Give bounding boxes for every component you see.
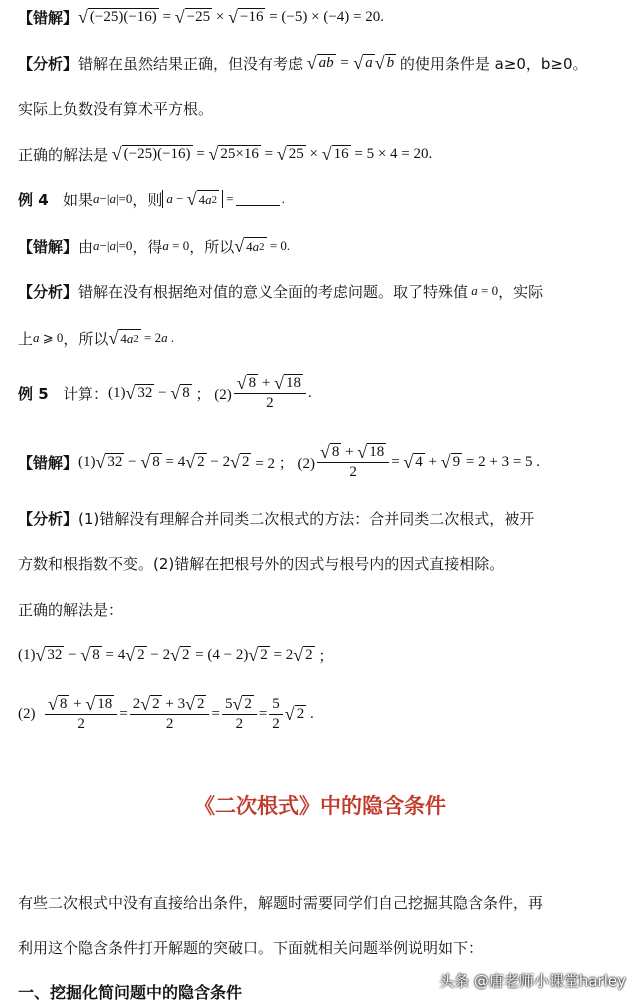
analysis-2-cont xyxy=(18,324,628,352)
math-expression: a −| a |=0 xyxy=(93,191,133,206)
example-text: 如果 xyxy=(62,190,93,209)
text: ，所以 xyxy=(63,329,109,348)
analysis-2 xyxy=(18,278,628,304)
wrong-solution-3 xyxy=(18,436,628,488)
math-expression: √ ab = √ a √ b xyxy=(306,53,395,73)
math-expression: √ (−25)(−16) = √ 25×16 = √ 25 × √ 16 = 5 × 4 = 20. xyxy=(111,144,433,164)
math-expression: (2) √ 8 + √ 18 2 = 2 √ 2 + 3 √ 2 2 = 5 √ 2 2 = $\frac{5}{2}$ √ 2 . xyxy=(18,694,314,732)
math-expression: (1) √ 32 − √ 8 = 4 √ 2 − 2 √ 2 = (4 − 2) √ 2 = 2 √ 2 ； xyxy=(18,645,334,665)
math-expression: a = 0 xyxy=(471,283,499,298)
tag-wrong: 【错解】 xyxy=(18,453,79,472)
correct-label-2 xyxy=(18,596,628,622)
math-expression: (1) √ 32 − √ 8 ； (2) √ 8 + √ 18 2 . xyxy=(108,373,312,411)
analysis-text: 方数和根指数不变。(2)错解在把根号外的因式与根号内的因式直接相除。 xyxy=(18,554,505,573)
correct-solution-3-2 xyxy=(18,688,628,740)
math-expression: a − √ 4 a 2 = . xyxy=(162,190,285,208)
wrong-solution-2 xyxy=(18,232,628,260)
example-text: ，则 xyxy=(132,190,163,209)
tag-wrong: 【错解】 xyxy=(18,237,79,256)
correct-label: 正确的解法是 xyxy=(18,145,109,164)
analysis-text: ，实际 xyxy=(498,282,544,301)
math-expression: a ⩾ 0 xyxy=(33,330,64,345)
intro-paragraph-line-2: 利用这个隐含条件打开解题的突破口。下面就相关问题举例说明如下： xyxy=(18,939,484,957)
example-4 xyxy=(18,185,628,213)
example-label: 例 4 xyxy=(18,190,49,209)
analysis-text-a: 错解在虽然结果正确，但没有考虑 xyxy=(78,54,304,73)
intro-paragraph-line-1: 有些二次根式中没有直接给出条件，解题时需要同学们自己挖掘其隐含条件，再 xyxy=(18,894,544,912)
text: 上 xyxy=(18,329,34,348)
analysis-text: 实际上负数没有算术平方根。 xyxy=(18,99,214,118)
wrong-solution-1 xyxy=(18,4,628,30)
example-text: 计算： xyxy=(62,384,108,403)
correct-solution-1 xyxy=(18,140,628,168)
subsection-heading: 一、挖掘化简问题中的隐含条件 xyxy=(18,983,243,1002)
math-expression: (1) √ 32 − √ 8 = 4 √ 2 − 2 √ 2 = 2 ； (2) √ 8 + √ 18 2 = √ 4 + √ 9 = 2 + 3 = 5 . xyxy=(78,442,541,480)
tag-wrong: 【错解】 xyxy=(18,8,79,27)
math-expression: √ 4 a 2 = 2 a . xyxy=(108,328,175,348)
text: ，所以 xyxy=(189,237,235,256)
text: 由 xyxy=(78,237,94,256)
correct-label: 正确的解法是： xyxy=(18,600,124,619)
example-label: 例 5 xyxy=(18,384,49,403)
math-expression: √ 4 a 2 = 0. xyxy=(234,236,291,256)
analysis-text: 错解在没有根据绝对值的意义全面的考虑问题。取了特殊值 xyxy=(78,282,469,301)
tag-analysis: 【分析】 xyxy=(18,282,79,301)
math-expression: a = 0 xyxy=(162,238,190,253)
correct-solution-3-1 xyxy=(18,640,628,670)
analysis-text-b: 的使用条件是 a≥0，b≥0。 xyxy=(399,54,588,73)
analysis-3 xyxy=(18,505,628,531)
analysis-text: (1)错解没有理解合并同类二次根式的方法：合并同类二次根式，被开 xyxy=(78,509,535,528)
example-5 xyxy=(18,368,628,418)
text: ，得 xyxy=(132,237,163,256)
tag-analysis: 【分析】 xyxy=(18,54,79,73)
analysis-3-cont xyxy=(18,550,628,576)
analysis-1-cont xyxy=(18,95,628,121)
section-title: 《二次根式》中的隐含条件 xyxy=(194,794,446,818)
tag-analysis: 【分析】 xyxy=(18,509,79,528)
analysis-1 xyxy=(18,50,628,76)
math-expression: a −| a |=0 xyxy=(93,238,133,253)
math-expression: √ (−25)(−16) = √ −25 × √ −16 = (−5) × (−4) = 20. xyxy=(78,7,384,27)
watermark: 头条 @唐老师小课堂harley xyxy=(439,972,626,990)
